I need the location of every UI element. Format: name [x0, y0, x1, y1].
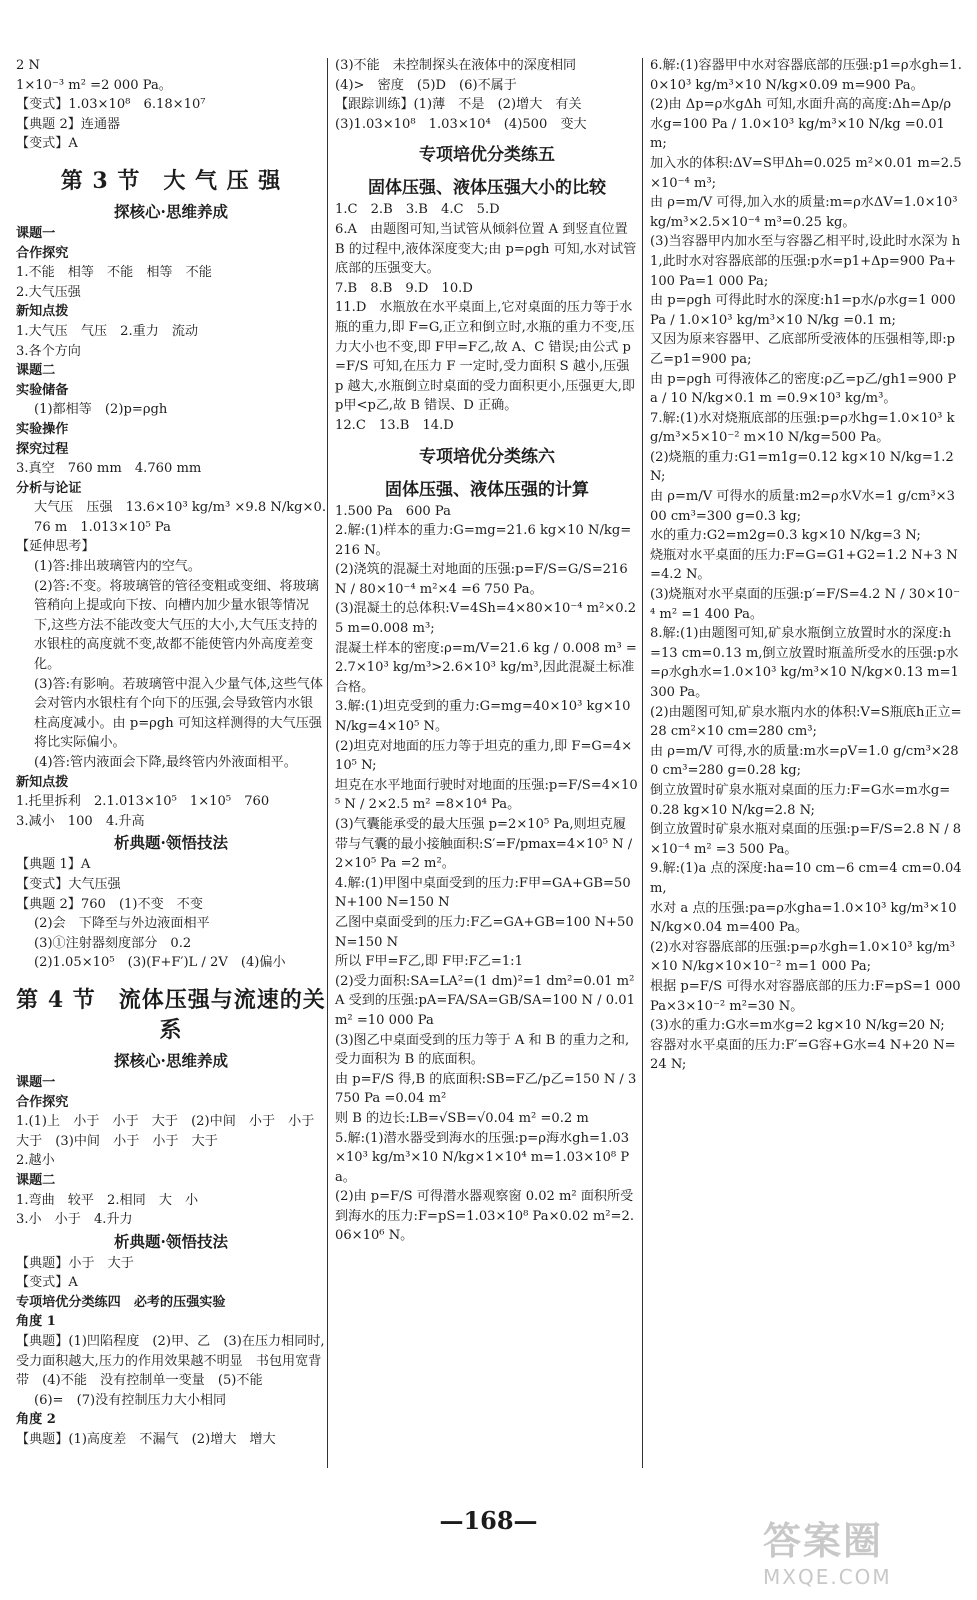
answer-line: (2)坦克对地面的压力等于坦克的重力,即 F=G=4×10⁵ N;: [335, 738, 633, 774]
answer-line: 【变式】1.03×10⁸ 6.18×10⁷: [16, 97, 206, 113]
answer-line: 1.托里拆利 2.1.013×10⁵ 1×10⁵ 760: [16, 794, 270, 810]
answer-line: (3)答:有影响。若玻璃管中混入少量气体,这些气体会对管内水银柱有个向下的压强,会导致管内水银柱高度减小。由 p=ρgh 可知这样测得的大气压强将比实际偏小。: [34, 676, 323, 751]
answer-line: 1.(1)上 小于 小于 大于 (2)中间 小于 小于 大于 (3)中间 小于 小于 大于: [16, 1114, 328, 1149]
answer-line: 1.大气压 气压 2.重力 流动: [16, 323, 199, 339]
watermark-url: MXQE.COM: [763, 1565, 892, 1589]
answer-line: 4.解:(1)甲图中桌面受到的压力:F甲=GA+GB=50 N+100 N=150 N: [335, 875, 635, 911]
answer-line: (3)气囊能承受的最大压强 p=2×10⁵ Pa,则坦克履带与气囊的最小接触面积:S′=F/pmax=4×10⁵ N / 2×10⁵ Pa =2 m²。: [335, 817, 637, 872]
answer-line: (2)由 p=F/S 可得潜水器观察窗 0.02 m² 面积所受到海水的压力:F=pS=1.03×10⁸ Pa×0.02 m²=2.06×10⁶ N。: [335, 1189, 634, 1244]
answer-line: (1)都相等 (2)p=ρgh: [34, 402, 168, 418]
answer-line: 3.真空 760 mm 4.760 mm: [16, 461, 202, 477]
subheading: 实验储备: [16, 382, 69, 398]
answer-line: 7.解:(1)水对烧瓶底部的压强:p=ρ水hg=1.0×10³ kg/m³×5×10⁻² m×10 N/kg=500 Pa。: [650, 410, 955, 446]
answer-line: 则 B 的边长:LB=√SB=√0.04 m² =0.2 m: [335, 1110, 589, 1126]
subheading: 合作探究: [16, 245, 69, 261]
answer-line: 2.大气压强: [16, 284, 81, 300]
answer-line: 水的重力:G2=m2g=0.3 kg×10 N/kg=3 N;: [650, 528, 921, 544]
answer-line: 【变式】A: [16, 136, 78, 152]
answer-line: (3)①注射器刻度部分 0.2: [34, 935, 192, 951]
answer-line: 1.弯曲 较平 2.相同 大 小: [16, 1192, 199, 1208]
column-divider: [642, 58, 643, 1468]
answer-line: 由 ρ=m/V 可得,加入水的质量:m=ρ水ΔV=1.0×10³ kg/m³×2.5×10⁻⁴ m³=0.25 kg。: [650, 195, 962, 230]
answer-line: 加入水的体积:ΔV=S甲Δh=0.025 m²×0.01 m=2.5×10⁻⁴ m³;: [650, 155, 962, 191]
answer-line: 6.解:(1)容器甲中水对容器底部的压强:p1=ρ水gh=1.0×10³ kg/m³×10 N/kg×0.09 m=900 Pa。: [650, 58, 962, 93]
answer-line: 【典题】小于 大于: [16, 1255, 134, 1271]
answer-line: (6)= (7)没有控制压力大小相同: [34, 1392, 227, 1408]
answer-line: 由 p=ρgh 可得此时水的深度:h1=p水/ρ水g=1 000 Pa / 1.0×10³ kg/m³×10 N/kg =0.1 m;: [650, 293, 960, 328]
answer-line: 5.解:(1)潜水器受到海水的压强:p=ρ海水gh=1.03×10³ kg/m³×10 N/kg×1×10⁴ m=1.03×10⁸ Pa。: [335, 1130, 630, 1185]
answer-line: 3.减小 100 4.升高: [16, 813, 145, 829]
section-heading: 专项培优分类练五: [419, 145, 555, 166]
answer-line: (2)1.05×10⁵ (3)(F+F′)L / 2V (4)偏小: [34, 955, 286, 971]
answer-line: (3)1.03×10⁸ 1.03×10⁴ (4)500 变大: [335, 116, 587, 132]
answer-line: (2)水对容器底部的压强:p=ρ水gh=1.0×10³ kg/m³×10 N/kg×10×10⁻² m=1 000 Pa;: [650, 939, 955, 975]
column-right: [650, 56, 966, 1486]
answer-line: 又因为原来容器甲、乙底部所受液体的压强相等,即:p乙=p1=900 pa;: [650, 332, 956, 367]
answer-line: 【典题】(1)凹陷程度 (2)甲、乙 (3)在压力相同时,受力面积越大,压力的作用效果越不明显 书包用宽背带 (4)不能 没有控制单一变量 (5)不能: [16, 1334, 325, 1389]
subheading: 探核心·思维养成: [114, 201, 228, 221]
subheading: 课题一: [16, 225, 56, 241]
answer-line: 7.B 8.B 9.D 10.D: [335, 280, 473, 296]
answer-line: 烧瓶对水平桌面的压力:F=G=G1+G2=1.2 N+3 N=4.2 N。: [650, 547, 958, 583]
answer-line: (2)由 Δp=ρ水gΔh 可知,水面升高的高度:Δh=Δp/ρ水g=100 Pa / 1.0×10³ kg/m³×10 N/kg =0.01 m;: [650, 97, 952, 152]
answer-line: 由 p=F/S 得,B 的底面积:SB=F乙/p乙=150 N / 3 750 Pa =0.04 m²: [335, 1071, 641, 1107]
answer-line: 大气压 压强 13.6×10³ kg/m³ ×9.8 N/kg×0.76 m 1.013×10⁵ Pa: [34, 500, 327, 535]
answer-line: 倒立放置时矿泉水瓶对桌面的压强:p=F/S=2.8 N / 8×10⁻⁴ m² =3 500 Pa。: [650, 822, 962, 857]
answer-line: 由 ρ=m/V 可得,水的质量:m水=ρV=1.0 g/cm³×280 cm³=280 g=0.28 kg;: [650, 743, 959, 779]
answer-line: (2)烧瓶的重力:G1=m1g=0.12 kg×10 N/kg=1.2 N;: [650, 449, 958, 485]
answer-line: 【典题 2】连通器: [16, 116, 121, 132]
answer-line: 【变式】A: [16, 1275, 78, 1291]
answer-line: 倒立放置时矿泉水瓶对桌面的压力:F=G水=m水g=0.28 kg×10 N/kg=2.8 N;: [650, 782, 951, 818]
answer-line: (3)不能 未控制探头在液体中的深度相同: [335, 58, 577, 73]
answer-line: 【典题 1】A: [16, 857, 91, 873]
answer-line: (2)由题图可知,矿泉水瓶内水的体积:V=S瓶底h正立=28 cm²×10 cm=280 cm³;: [650, 704, 962, 740]
answer-line: 2 N: [16, 58, 40, 73]
answer-line: (4)> 密度 (5)D (6)不属于: [335, 77, 517, 93]
answer-line: 由 ρ=m/V 可得水的质量:m2=ρ水V水=1 g/cm³×300 cm³=300 g=0.3 kg;: [650, 489, 955, 524]
answer-line: 1.不能 相等 不能 相等 不能: [16, 265, 212, 281]
answer-line: (3)烧瓶对水平桌面的压强:p′=F/S=4.2 N / 30×10⁻⁴ m² =1 400 Pa。: [650, 587, 961, 622]
section-heading: 第 4 节 流体压强与流速的关系: [16, 986, 326, 1043]
answer-line: 乙图中桌面受到的压力:F乙=GA+GB=100 N+50 N=150 N: [335, 914, 638, 950]
subheading: 分析与论证: [16, 480, 82, 496]
section-heading: 第 3 节 大 气 压 强: [60, 167, 282, 194]
answer-line: 3.小 小于 4.升力: [16, 1212, 133, 1228]
answer-line: 【典题】(1)高度差 不漏气 (2)增大 增大: [16, 1432, 276, 1448]
answer-line: 8.解:(1)由题图可知,矿泉水瓶倒立放置时水的深度:h=13 cm=0.13 m,倒立放置时瓶盖所受水的压强:p水=ρ水gh水=1.0×10³ kg/m³×10 N/kg×0.13 m=1 300 Pa。: [650, 626, 964, 700]
watermark-text: 答案圈: [763, 1519, 884, 1563]
column-middle: [335, 56, 639, 1486]
answer-line: 水对 a 点的压强:pa=ρ水gha=1.0×10³ kg/m³×10 N/kg×0.04 m=400 Pa。: [650, 900, 961, 936]
section-heading: 专项培优分类练六: [419, 446, 555, 467]
answer-line: 2.越小: [16, 1153, 55, 1169]
answer-line: 1×10⁻³ m² =2 000 Pa。: [16, 77, 172, 93]
answer-line: 6.A 由题图可知,当试管从倾斜位置 A 到竖直位置 B 的过程中,液体深度变大;由 p=ρgh 可知,水对试管底部的压强变大。: [335, 221, 637, 277]
subheading: 实验操作: [16, 421, 69, 437]
answer-line: 1.500 Pa 600 Pa: [335, 503, 451, 519]
subheading: 课题一: [16, 1074, 56, 1090]
column-divider: [327, 58, 328, 1468]
answer-line: (3)混凝土的总体积:V=4Sh=4×80×10⁻⁴ m²×0.25 m=0.008 m³;: [335, 601, 637, 637]
answer-line: 混凝土样本的密度:ρ=m/V=21.6 kg / 0.008 m³ =2.7×10³ kg/m³>2.6×10³ kg/m³,因此混凝土标准合格。: [335, 640, 637, 695]
answer-line: 【跟踪训练】(1)薄 不是 (2)增大 有关: [335, 97, 582, 113]
subheading: 课题二: [16, 363, 56, 379]
page-number: —168—: [439, 1506, 538, 1535]
answer-line: 【典题 2】760 (1)不变 不变: [16, 896, 203, 912]
subheading: 探核心·思维养成: [114, 1050, 228, 1070]
section-heading: 固体压强、液体压强的计算: [385, 479, 589, 500]
answer-line: (2)受力面积:SA=LA²=(1 dm)²=1 dm²=0.01 m²: [335, 973, 635, 989]
answer-line: 2.解:(1)样本的重力:G=mg=21.6 kg×10 N/kg=216 N。: [335, 523, 632, 558]
subheading: 合作探究: [16, 1094, 69, 1110]
answer-line: 【变式】大气压强: [16, 876, 121, 892]
answer-line: 12.C 13.B 14.D: [335, 417, 454, 433]
subheading: 课题二: [16, 1172, 56, 1188]
answer-line: 3.各个方向: [16, 343, 81, 359]
answer-line: (3)水的重力:G水=m水g=2 kg×10 N/kg=20 N;: [650, 1018, 945, 1034]
column-left: [16, 56, 326, 1486]
answer-line: 【延伸思考】: [16, 539, 95, 555]
answer-line: (3)图乙中桌面受到的压力等于 A 和 B 的重力之和,受力面积为 B 的底面积。: [335, 1032, 630, 1068]
subheading: 角度 2: [16, 1412, 56, 1428]
subheading: 新知点拨: [16, 774, 69, 790]
subheading: 探究过程: [16, 441, 69, 457]
answer-line: 3.解:(1)坦克受到的重力:G=mg=40×10³ kg×10 N/kg=4×10⁵ N。: [335, 699, 635, 735]
answer-line: 1.C 2.B 3.B 4.C 5.D: [335, 202, 500, 218]
answer-line: A 受到的压强:pA=FA/SA=GB/SA=100 N / 0.01 m² =10 000 Pa: [335, 993, 640, 1028]
answer-line: 所以 F甲=F乙,即 F甲:F乙=1:1: [335, 954, 523, 970]
answer-line: (4)答:管内液面会下降,最终管内外液面相平。: [34, 755, 297, 770]
subheading: 专项培优分类练四 必考的压强实验: [16, 1294, 226, 1310]
watermark-logo: [763, 1510, 963, 1590]
answer-line: 由 p=ρgh 可得液体乙的密度:ρ乙=p乙/gh1=900 Pa / 10 N/kg×0.1 m =0.9×10³ kg/m³。: [650, 371, 957, 407]
answer-line: (2)浇筑的混凝土对地面的压强:p=F/S=G/S=216 N / 80×10⁻⁴ m²×4 =6 750 Pa。: [335, 562, 632, 597]
subheading: 新知点拨: [16, 304, 69, 320]
answer-line: (3)当容器甲内加水至与容器乙相平时,设此时水深为 h1,此时水对容器底部的压强:p水=p1+Δp=900 Pa+100 Pa=1 000 Pa;: [650, 234, 961, 289]
answer-line: (2)会 下降至与外边液面相平: [34, 916, 210, 932]
answer-line: (1)答:排出玻璃管内的空气。: [34, 559, 201, 575]
answer-line: (2)答:不变。将玻璃管的管径变粗或变细、将玻璃管稍向上提或向下按、向槽内加少量水银等情况下,这些方法不能改变大气压的大小,大气压支持的水银柱的高度就不变,故都不能使管内外高度差变化。: [34, 578, 319, 673]
section-heading: 固体压强、液体压强大小的比较: [368, 178, 606, 199]
subheading: 析典题·领悟技法: [114, 833, 228, 853]
answer-line: 11.D 水瓶放在水平桌面上,它对桌面的压力等于水瓶的重力,即 F=G,正立和倒立时,水瓶的重力不变,压力大小也不变,即 F甲=F乙,故 A、C 错误;由公式 p=F/S 可知,在压力 F 一定时,受力面积 S 越小,压强 p 越大,水瓶倒立时桌面的受力面积更小,压强更大,即 p甲<p乙,故 B 错误、D 正确。: [335, 300, 640, 414]
answer-line: 根据 p=F/S 可得水对容器底部的压力:F=pS=1 000 Pa×3×10⁻² m²=30 N。: [650, 978, 965, 1014]
answer-line: 9.解:(1)a 点的深度:ha=10 cm−6 cm=4 cm=0.04 m,: [650, 861, 966, 896]
answer-line: 坦克在水平地面行驶时对地面的压强:p=F/S=4×10⁵ N / 2×2.5 m² =8×10⁴ Pa。: [335, 777, 638, 813]
answer-line: 容器对水平桌面的压力:F′=G容+G水=4 N+20 N=24 N;: [650, 1037, 956, 1073]
subheading: 析典题·领悟技法: [114, 1231, 228, 1251]
subheading: 角度 1: [16, 1314, 56, 1330]
